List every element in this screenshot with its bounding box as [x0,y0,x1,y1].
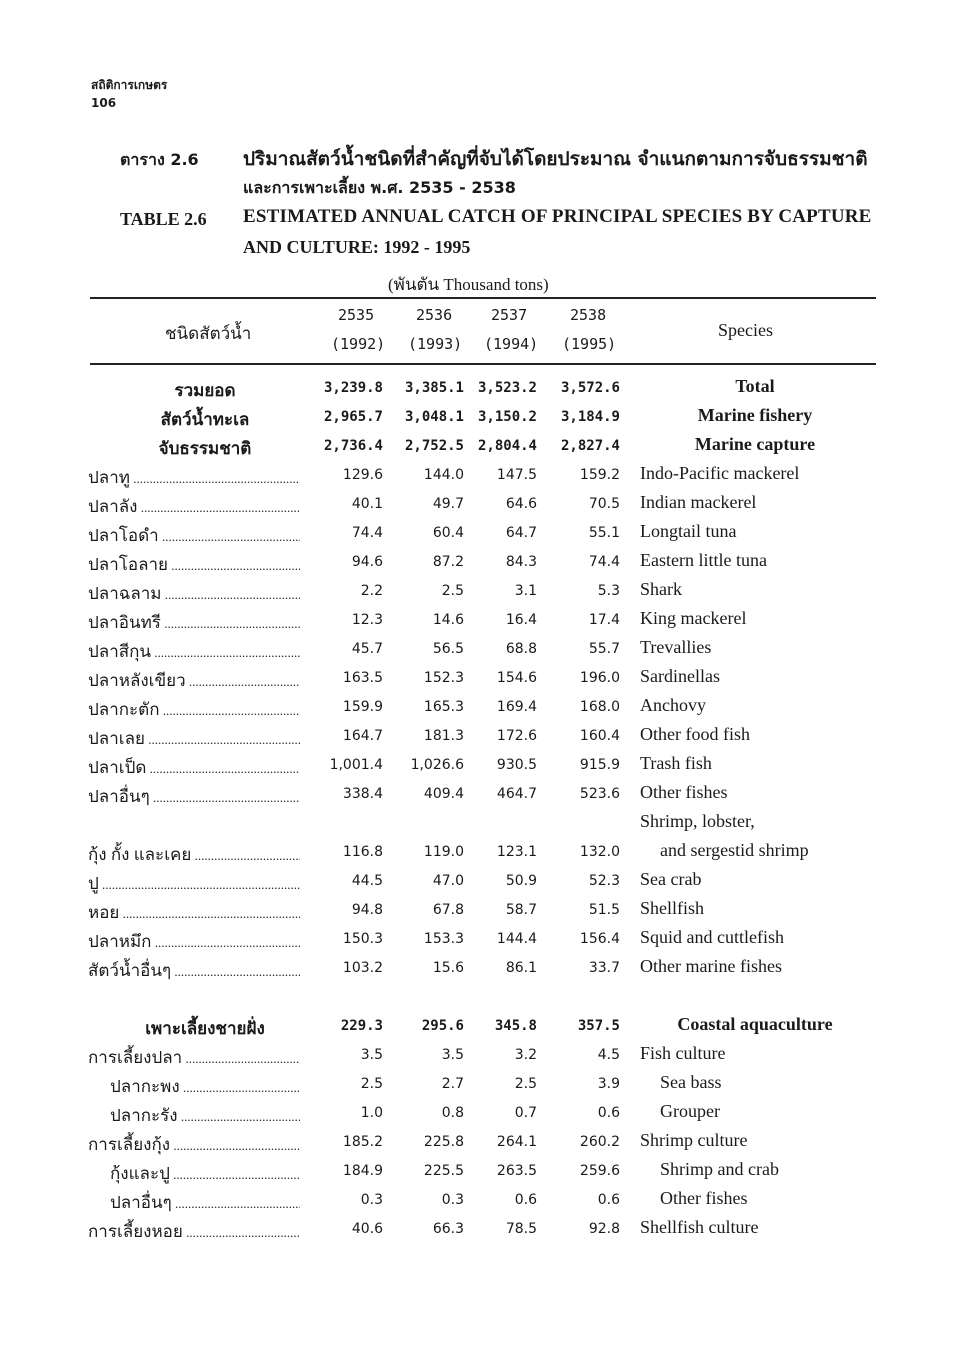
row-english-label: Shellfish culture [640,1217,759,1237]
row-value-1: 74.4 [351,525,383,541]
row-thai-label: สัตว์น้ำอื่นๆ ..... [88,957,300,984]
row-value-4: 132.0 [579,844,620,860]
row-english-label: Longtail tuna [640,521,737,541]
row-value-1: 163.5 [342,670,383,686]
row-value-4: 0.6 [597,1192,620,1208]
row-value-2: 2,752.5 [404,438,464,454]
row-value-2: 181.3 [423,728,464,744]
table-row [0,693,966,722]
row-value-1: 0.3 [360,1192,383,1208]
table-row [0,983,966,1012]
table-row [0,548,966,577]
row-value-3: 3.1 [514,583,537,599]
table-row [0,809,966,838]
row-value-4: 5.3 [597,583,620,599]
row-english-label: Other marine fishes [640,956,782,976]
row-thai-label: เพาะเลี้ยงชายฝั่ง [145,1019,265,1038]
table-row [0,461,966,490]
header-year-ce-4: (1995) [562,335,617,353]
unit-label: (พันตัน Thousand tons) [388,275,549,294]
row-value-4: 0.6 [597,1105,620,1121]
row-value-3: 86.1 [505,960,537,976]
row-value-2: 0.3 [441,1192,464,1208]
thai-table-label: ตาราง 2.6 [120,150,199,169]
running-header: สถิติการเกษตร [91,78,168,92]
row-value-4: 92.8 [588,1221,620,1237]
row-value-2: 67.8 [432,902,464,918]
row-value-3: 123.1 [496,844,537,860]
row-thai-label: ปลาอื่นๆ ..... [88,783,300,810]
header-species: Species [718,320,773,340]
row-thai-label: ปลาสีกุน ..... [88,638,300,665]
row-value-1: 103.2 [342,960,383,976]
row-value-2: 2.7 [441,1076,464,1092]
row-value-1: 159.9 [342,699,383,715]
table-row [0,374,966,403]
row-thai-label: ปลาอินทรี ..... [88,609,300,636]
row-english-label: Shellfish [640,898,705,918]
row-english-label: Shrimp and crab [660,1159,779,1179]
table-top-rule [90,297,876,299]
row-thai-label: ปลาโอลาย ..... [88,551,300,578]
row-value-3: 16.4 [505,612,537,628]
table-row [0,1012,966,1041]
table-row [0,1128,966,1157]
row-thai-label: ปู ..... [88,870,300,897]
row-value-2: 119.0 [423,844,464,860]
header-year-be-1: 2535 [338,306,375,324]
row-value-3: 68.8 [505,641,537,657]
row-value-3: 930.5 [496,757,537,773]
table-row [0,403,966,432]
row-value-1: 2.2 [360,583,383,599]
page-number: 106 [91,96,117,110]
row-value-4: 52.3 [588,873,620,889]
row-value-1: 129.6 [342,467,383,483]
row-value-3: 264.1 [496,1134,537,1150]
row-english-label: Grouper [660,1101,720,1121]
row-value-1: 40.6 [351,1221,383,1237]
table-row [0,1186,966,1215]
row-thai-label: จับธรรมชาติ [158,439,252,458]
row-thai-label: ปลาทู ..... [88,464,300,491]
row-thai-label: ปลาหมึก ..... [88,928,300,955]
english-table-label: TABLE 2.6 [120,209,207,229]
table-row [0,722,966,751]
row-value-3: 144.4 [496,931,537,947]
row-english-label: Other fishes [640,782,728,802]
row-value-4: 74.4 [588,554,620,570]
row-value-1: 164.7 [342,728,383,744]
row-thai-label: การเลี้ยงหอย ..... [88,1218,300,1245]
header-year-be-4: 2538 [570,306,607,324]
row-value-4: 3,184.9 [560,409,620,425]
row-value-4: 2,827.4 [560,438,620,454]
row-value-3: 2.5 [514,1076,537,1092]
header-year-ce-1: (1992) [331,335,386,353]
row-value-3: 172.6 [496,728,537,744]
row-value-1: 2,736.4 [323,438,383,454]
row-value-1: 338.4 [342,786,383,802]
row-value-2: 49.7 [432,496,464,512]
table-row [0,780,966,809]
row-value-3: 3.2 [514,1047,537,1063]
row-value-2: 225.8 [423,1134,464,1150]
row-value-2: 152.3 [423,670,464,686]
table-row [0,490,966,519]
row-english-label: and sergestid shrimp [660,840,809,860]
row-thai-label: กุ้งและปู ..... [110,1160,300,1187]
row-thai-label: ปลากะตัก ..... [88,696,300,723]
row-value-4: 3.9 [597,1076,620,1092]
row-english-label: Sardinellas [640,666,720,686]
english-title-line2: AND CULTURE: 1992 - 1995 [243,237,471,257]
row-value-1: 229.3 [340,1018,383,1034]
row-value-1: 1,001.4 [329,757,383,773]
row-value-3: 2,804.4 [477,438,537,454]
row-thai-label: การเลี้ยงปลา ..... [88,1044,300,1071]
row-value-3: 50.9 [505,873,537,889]
row-english-label: Trevallies [640,637,712,657]
table-row [0,1099,966,1128]
row-thai-label: กุ้ง กั้ง และเคย ..... [88,841,300,868]
row-value-2: 0.8 [441,1105,464,1121]
row-thai-label: ปลาฉลาม ..... [88,580,300,607]
row-value-4: 523.6 [579,786,620,802]
row-value-2: 1,026.6 [410,757,464,773]
row-value-3: 263.5 [496,1163,537,1179]
row-thai-label: ปลากะพง ..... [110,1073,300,1100]
row-value-4: 55.1 [588,525,620,541]
row-value-3: 3,150.2 [477,409,537,425]
row-thai-label: หอย ..... [88,899,300,926]
row-value-2: 2.5 [441,583,464,599]
row-english-label: Eastern little tuna [640,550,767,570]
row-value-2: 295.6 [421,1018,464,1034]
row-value-3: 345.8 [494,1018,537,1034]
row-value-2: 47.0 [432,873,464,889]
row-value-2: 56.5 [432,641,464,657]
row-english-label: Squid and cuttlefish [640,927,784,947]
row-value-2: 409.4 [423,786,464,802]
table-row [0,606,966,635]
row-value-3: 84.3 [505,554,537,570]
row-english-label: Indo-Pacific mackerel [640,463,800,483]
row-value-1: 1.0 [360,1105,383,1121]
row-value-1: 150.3 [342,931,383,947]
row-value-1: 3,239.8 [323,380,383,396]
row-value-4: 915.9 [579,757,620,773]
table-row [0,519,966,548]
table-row [0,432,966,461]
row-thai-label: ปลาเป็ด ..... [88,754,300,781]
row-value-4: 196.0 [579,670,620,686]
row-value-2: 153.3 [423,931,464,947]
thai-title-line2: และการเพาะเลี้ยง พ.ศ. 2535 - 2538 [243,178,516,197]
row-english-label: King mackerel [640,608,747,628]
row-value-1: 12.3 [351,612,383,628]
table-row [0,751,966,780]
row-value-4: 17.4 [588,612,620,628]
row-english-label: Other food fish [640,724,750,744]
row-value-1: 94.6 [351,554,383,570]
row-thai-label: ปลาเลย ..... [88,725,300,752]
row-thai-label: ปลาโอดำ ..... [88,522,300,549]
row-english-label: Other fishes [660,1188,748,1208]
row-value-2: 3.5 [441,1047,464,1063]
row-value-4: 4.5 [597,1047,620,1063]
row-value-3: 169.4 [496,699,537,715]
row-english-label: Coastal aquaculture [677,1014,833,1034]
row-english-label: Shrimp, lobster, [640,811,755,831]
row-value-4: 156.4 [579,931,620,947]
row-value-4: 357.5 [577,1018,620,1034]
table-row [0,838,966,867]
row-value-1: 44.5 [351,873,383,889]
row-value-4: 160.4 [579,728,620,744]
row-value-3: 0.6 [514,1192,537,1208]
row-value-1: 2,965.7 [323,409,383,425]
row-english-label: Shrimp culture [640,1130,748,1150]
table-row [0,635,966,664]
table-row [0,1215,966,1244]
row-value-3: 64.7 [505,525,537,541]
row-value-4: 159.2 [579,467,620,483]
row-english-label: Indian mackerel [640,492,757,512]
row-english-label: Total [735,376,775,396]
row-thai-label: การเลี้ยงกุ้ง ..... [88,1131,300,1158]
table-row [0,1041,966,1070]
row-value-2: 87.2 [432,554,464,570]
row-value-2: 165.3 [423,699,464,715]
table-row [0,664,966,693]
row-value-1: 185.2 [342,1134,383,1150]
row-value-1: 45.7 [351,641,383,657]
header-year-be-3: 2537 [491,306,528,324]
row-value-1: 184.9 [342,1163,383,1179]
row-value-4: 259.6 [579,1163,620,1179]
row-thai-label: ปลาหลังเขียว ..... [88,667,300,694]
thai-title-line1: ปริมาณสัตว์น้ำชนิดที่สำคัญที่จับได้โดยประมาณ จำแนกตามการจับธรรมชาติ [243,148,868,170]
row-value-2: 60.4 [432,525,464,541]
row-thai-label: ปลาลัง ..... [88,493,300,520]
row-value-2: 144.0 [423,467,464,483]
row-english-label: Shark [640,579,682,599]
row-value-1: 3.5 [360,1047,383,1063]
table-row [0,925,966,954]
row-value-3: 464.7 [496,786,537,802]
row-value-3: 58.7 [505,902,537,918]
row-thai-label: ปลาอื่นๆ ..... [110,1189,300,1216]
row-value-4: 3,572.6 [560,380,620,396]
row-value-4: 55.7 [588,641,620,657]
row-value-3: 78.5 [505,1221,537,1237]
row-english-label: Sea bass [660,1072,722,1092]
row-value-1: 94.8 [351,902,383,918]
row-value-3: 64.6 [505,496,537,512]
row-english-label: Trash fish [640,753,712,773]
row-value-2: 14.6 [432,612,464,628]
row-value-4: 168.0 [579,699,620,715]
row-value-2: 3,048.1 [404,409,464,425]
row-english-label: Anchovy [640,695,706,715]
row-value-4: 51.5 [588,902,620,918]
row-value-2: 66.3 [432,1221,464,1237]
row-value-3: 3,523.2 [477,380,537,396]
table-row [0,1070,966,1099]
header-year-be-2: 2536 [416,306,453,324]
row-english-label: Sea crab [640,869,702,889]
header-year-ce-2: (1993) [408,335,463,353]
table-row [0,954,966,983]
header-bottom-rule [90,363,876,365]
row-value-3: 154.6 [496,670,537,686]
table-row [0,577,966,606]
row-english-label: Marine fishery [697,405,813,425]
table-row [0,1157,966,1186]
row-thai-label: รวมยอด [174,381,236,400]
english-title-line1: ESTIMATED ANNUAL CATCH OF PRINCIPAL SPECIES BY CAPTURE [243,206,872,227]
row-value-4: 33.7 [588,960,620,976]
table-row [0,896,966,925]
row-value-4: 260.2 [579,1134,620,1150]
row-thai-label: สัตว์น้ำทะเล [160,410,250,429]
header-thai-species: ชนิดสัตว์น้ำ [165,324,252,344]
header-year-ce-3: (1994) [484,335,539,353]
row-value-3: 147.5 [496,467,537,483]
row-value-2: 3,385.1 [404,380,464,396]
row-english-label: Fish culture [640,1043,726,1063]
row-value-3: 0.7 [514,1105,537,1121]
row-value-2: 15.6 [432,960,464,976]
row-value-1: 116.8 [342,844,383,860]
row-value-1: 40.1 [351,496,383,512]
table-row [0,867,966,896]
row-value-4: 70.5 [588,496,620,512]
row-value-2: 225.5 [423,1163,464,1179]
row-thai-label: ปลากะรัง ..... [110,1102,300,1129]
row-value-1: 2.5 [360,1076,383,1092]
row-english-label: Marine capture [694,434,816,454]
